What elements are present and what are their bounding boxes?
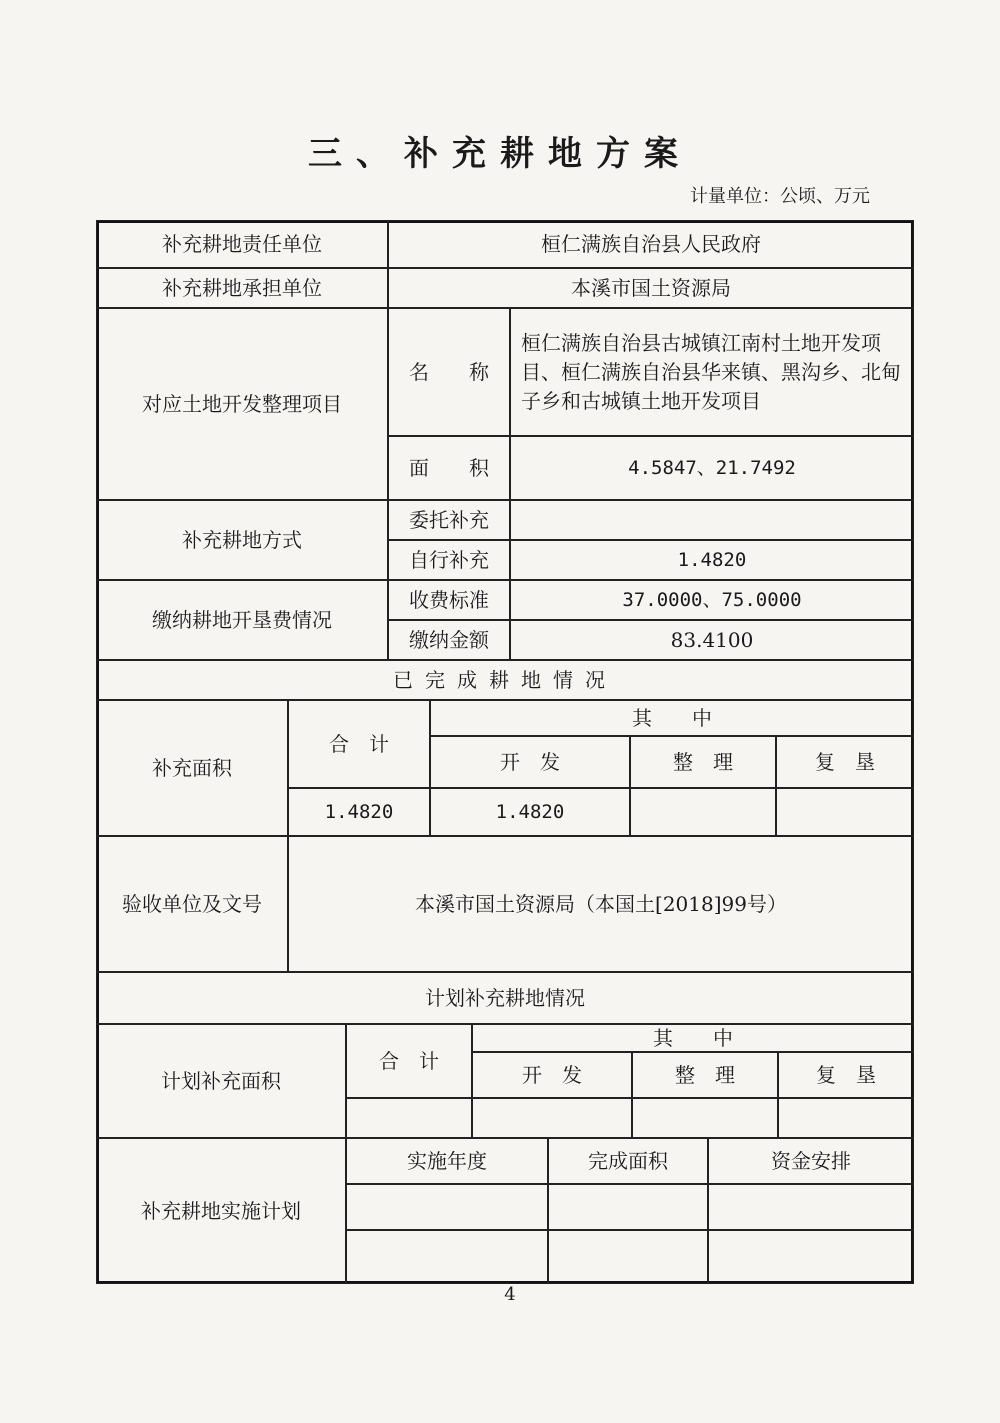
acceptance-value: 本溪市国土资源局（本国土[2018]99号） xyxy=(288,836,914,972)
completed-reclaim-value xyxy=(776,788,914,836)
implementation-row-year xyxy=(346,1184,548,1230)
implementation-row-area xyxy=(548,1230,708,1284)
implementation-fund-label: 资金安排 xyxy=(708,1138,914,1184)
undertaker-unit-label: 补充耕地承担单位 xyxy=(96,268,388,308)
planned-reclaim-label: 复 垦 xyxy=(778,1052,914,1098)
fee-standard-value: 37.0000、75.0000 xyxy=(510,580,914,620)
implementation-row-fund xyxy=(708,1184,914,1230)
page-number: 4 xyxy=(504,1284,516,1305)
planned-total-value xyxy=(346,1098,472,1138)
method-self-value: 1.4820 xyxy=(510,540,914,580)
implementation-year-label: 实施年度 xyxy=(346,1138,548,1184)
completed-section-header: 已完成耕地情况 xyxy=(96,660,914,700)
planned-section-header: 计划补充耕地情况 xyxy=(96,972,914,1024)
project-label: 对应土地开发整理项目 xyxy=(96,308,388,500)
completed-of-which-label: 其 中 xyxy=(430,700,914,736)
completed-consolidate-value xyxy=(630,788,776,836)
completed-develop-value: 1.4820 xyxy=(430,788,630,836)
planned-total-label: 合 计 xyxy=(346,1024,472,1098)
fee-label: 缴纳耕地开垦费情况 xyxy=(96,580,388,660)
fee-standard-label: 收费标准 xyxy=(388,580,510,620)
completed-total-value: 1.4820 xyxy=(288,788,430,836)
project-name-label: 名 称 xyxy=(388,308,510,436)
fee-amount-value: 83.4100 xyxy=(510,620,914,660)
project-area-label: 面 积 xyxy=(388,436,510,500)
completed-reclaim-label: 复 垦 xyxy=(776,736,914,788)
planned-consolidate-value xyxy=(632,1098,778,1138)
completed-area-label: 补充面积 xyxy=(96,700,288,836)
implementation-label: 补充耕地实施计划 xyxy=(96,1138,346,1284)
method-entrusted-label: 委托补充 xyxy=(388,500,510,540)
method-self-label: 自行补充 xyxy=(388,540,510,580)
project-area-value: 4.5847、21.7492 xyxy=(510,436,914,500)
planned-of-which-label: 其 中 xyxy=(472,1024,914,1052)
completed-develop-label: 开 发 xyxy=(430,736,630,788)
planned-reclaim-value xyxy=(778,1098,914,1138)
planned-develop-value xyxy=(472,1098,632,1138)
planned-area-label: 计划补充面积 xyxy=(96,1024,346,1138)
page-title: 三、补充耕地方案 xyxy=(308,134,692,174)
responsible-unit-value: 桓仁满族自治县人民政府 xyxy=(388,220,914,268)
responsible-unit-label: 补充耕地责任单位 xyxy=(96,220,388,268)
implementation-row-fund xyxy=(708,1230,914,1284)
planned-consolidate-label: 整 理 xyxy=(632,1052,778,1098)
completed-total-label: 合 计 xyxy=(288,700,430,788)
implementation-row-year xyxy=(346,1230,548,1284)
fee-amount-label: 缴纳金额 xyxy=(388,620,510,660)
planned-develop-label: 开 发 xyxy=(472,1052,632,1098)
supplement-plan-table xyxy=(96,220,914,1284)
completed-consolidate-label: 整 理 xyxy=(630,736,776,788)
undertaker-unit-value: 本溪市国土资源局 xyxy=(388,268,914,308)
implementation-row-area xyxy=(548,1184,708,1230)
method-entrusted-value xyxy=(510,500,914,540)
acceptance-label: 验收单位及文号 xyxy=(96,836,288,972)
project-name-value: 桓仁满族自治县古城镇江南村土地开发项目、桓仁满族自治县华来镇、黑沟乡、北甸子乡和古城镇土地开发项目 xyxy=(510,308,914,436)
method-label: 补充耕地方式 xyxy=(96,500,388,580)
implementation-area-label: 完成面积 xyxy=(548,1138,708,1184)
unit-note: 计量单位：公顷、万元 xyxy=(690,186,870,207)
